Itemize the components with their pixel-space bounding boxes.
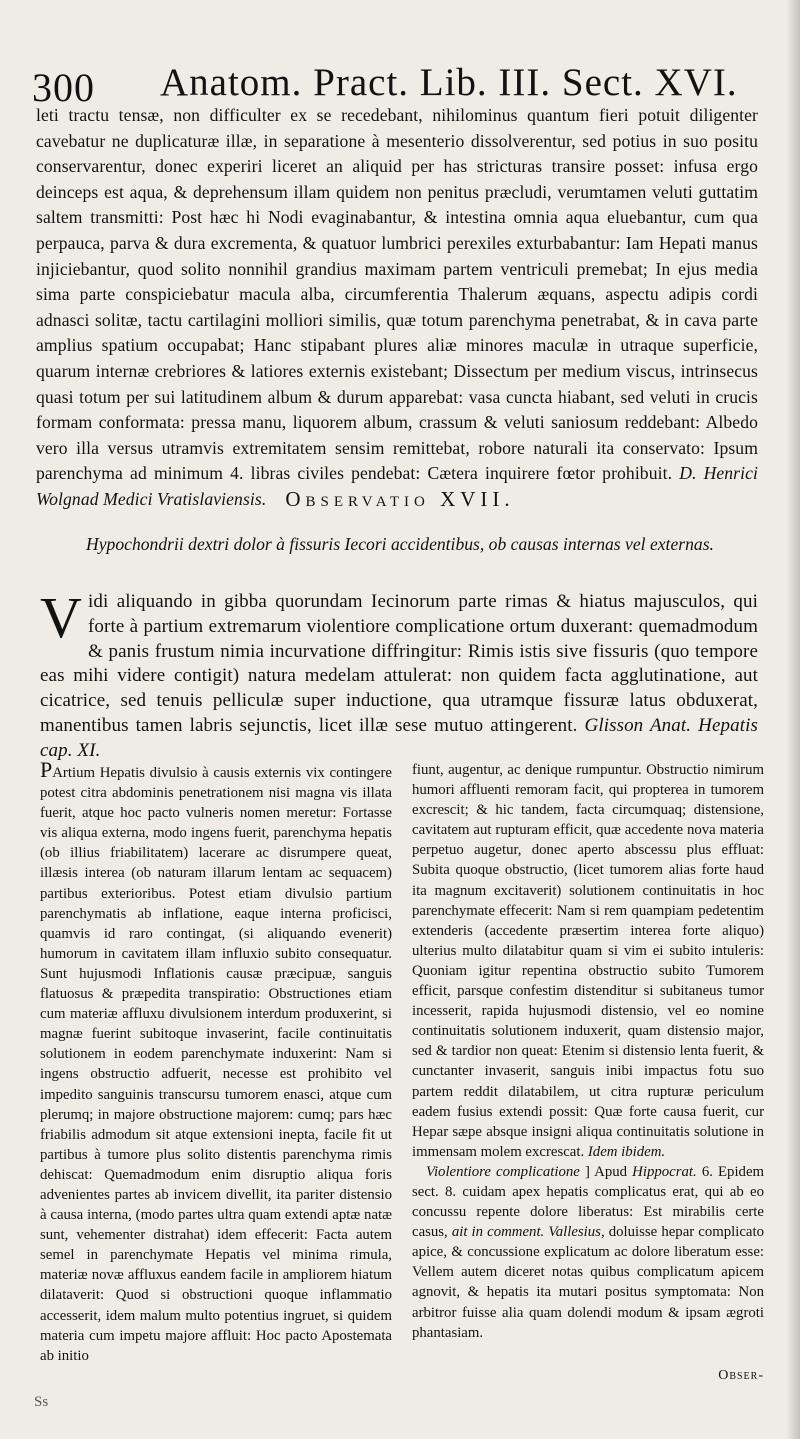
- signature-mark: Ss: [34, 1394, 49, 1410]
- continued-text-source: D. Henrici Wolgnad Medici Vratislaviensis.: [36, 463, 759, 509]
- observation-heading: Observatio XVII.: [285, 487, 515, 511]
- right-column: [412, 760, 764, 1343]
- annotation-lemma: Violentiore complicatione: [426, 1163, 580, 1180]
- intro-source: Glisson Anat. Hepatis cap. XI.: [40, 714, 758, 761]
- catchword: Obser-: [718, 1368, 764, 1383]
- continued-observation-text: [36, 103, 758, 513]
- right-column-text: fiunt, augentur, ac denique rumpuntur. Obstructio nimirum humori affluenti remoram facit, qui propterea in tumorem excrescit; & hic tandem, facta circumquaq; distensione, cavitatem aut rupturam efficit, quæ accedente nova materia perpetuo augetur, donec aperto abscessu plus effluat: Subita quoque obstructio, (licet tumorem alias forte haud ita magnum excitaverit) solutionem continuitatis in hoc parenchymate effecerit: Nam si rem quampiam pedetentim extenderis (accedente præsertim interea forte aliquo) ulterius multo dilatabitur quam si vim ei subito intuleris: Quoniam igitur repentina obstructio subito Tumorem efficit, parsque confestim distenditur si subitaneus tumor incesserit, rapida hujusmodi distensio, vel eo nomine continuitatis solutionem induxerit, quam distensio major, sed & tardior non queat: Etenim si distensio lenta fuerit, & cunctanter invaserit, sanguis inibi impactus fotu suo partem reddit dilatabilem, ut citra rupturæ periculum eadem fusius extendi possit: Quæ forte causa fuerit, cur Hepar sæpe absque insigni aliqua continuitatis solutione in immensam molem excrescat.: [412, 762, 764, 1160]
- right-column-paragraph-1: [412, 760, 764, 1162]
- page-header: [32, 56, 772, 108]
- left-column: [40, 757, 392, 1366]
- annotation-text-a: ] Apud: [584, 1163, 628, 1180]
- annotation-reference: Hippocrat.: [632, 1163, 697, 1180]
- running-head: Anatom. Pract. Lib. III. Sect. XVI.: [160, 61, 738, 104]
- intro-text: idi aliquando in gibba quorundam Iecinorum parte rimas & hiatus majusculos, qui forte à partium extremarum violentiore complicatione ortum duxerant: quemadmodum & panis frustum nimia incurvatione diffringitur: Rimis istis sive fissuris (quo tempore eas mihi videre contigit) natura medelam attulerat: non quidem facta agglutinatione, aut cicatrice, sed tenuis pelliculæ super inductione, qua utramque fissuræ latus obduxerat, manentibus tamen labris sejunctis, licet illæ sese mutuo attingerent.: [40, 591, 758, 736]
- annotation-text-c: doluisse hepar complicato apice, & concussione explicatum ac dolore liberatum esse: Vellem autem diceret notas quibus complicatum apicem agnovit, & hepatis ita mutari positus symptomata: Non arbitror fuisse alia quam dolendi modum & ipsam ægroti phantasiam.: [412, 1224, 765, 1341]
- annotation-citation: ait in comment. Vallesius,: [451, 1224, 605, 1241]
- page-edge-shadow: [786, 0, 800, 1439]
- continued-text-body: leti tractu tensæ, non difficulter ex se recedebant, nihilominus quantum fieri potuit diligenter cavebatur ne duplicaturæ illæ, in separatione à mesenterio dissolverentur, sed potius in suo positu conservarentur, donec experiri liceret an aliquid per has stricturas transire posset: infusa ergo deinceps est aqua, & deprehensum illam quidem non penitus præcludi, verumtamen veluti guttatim saltem transmitti: Post hæc hi Nodi evaginabantur, & intestina omnia aqua eluebantur, cum qua perpauca, parva & dura excrementa, & quatuor lumbrici perexiles exturbabantur: Iam Hepati manus injiciebantur, quod solito nonnihil grandius maximam partem ventriculi premebat; In ejus media sima parte conspiciebatur macula alba, circumferentia Thalerum æquans, aspectu adipis cordi adnasci solitæ, tactu cartilagini molliori similis, quæ totum parenchyma penetrabat, & in cava parte amplius spatium occupabat; Hanc stipabant plures aliæ minores maculæ in utraque superficie, quarum internæ crebriores & latiores externis existebant; Dissectum per medium viscus, intrinsecus quasi totum per sui latitudinem album & durum apparebat: vasa cuncta hiabant, sed veluti in crucis formam conformata: pressa manu, liquorem album, crassum & veluti saniosum reddebant: Albedo vero illa versus utramvis extremitatem sensim remittebat, robore naturali ita conservato: Ipsum parenchyma ad minimum 4. libras civiles pendebat: Cætera inquirere fœtor prohibuit.: [36, 105, 758, 484]
- observation-intro: [40, 585, 758, 764]
- observation-title: Hypochondrii dextri dolor à fissuris Iecori accidentibus, ob causas internas vel externas.: [86, 534, 714, 554]
- annotation-text-b: 6. Epidem sect. 8. cuidam apex hepatis complicatus erat, qui ab eo concussu repente dolore liberatus: Est mirabilis certe casus,: [412, 1163, 765, 1241]
- left-column-text: Artium Hepatis divulsio à causis externis vix contingere potest citra abdominis penetrationem nisi magna vis illata fuerit, atque hoc pacto vulneris nomen meretur: Fortasse vis aliqua externa, modo ingens fuerit, parenchyma hepatis (ob illius friabilitatem) lacerare ac disrumpere queat, illæsis interea (ob naturam illarum lentam ac sequacem) partibus exterioribus. Potest etiam divulsio partium parenchymatis ab inflatione, eaque interna proficisci, quamvis id raro contingat, (si aliquando evenerit) humorum in cavitatem illam influxio subito consequatur. Sunt hujusmodi Inflationis causæ præcipuæ, sanguis flatuosus & præpedita transpiratio: Obstructiones etiam cum materiæ affluxu divulsionem interdum produxerint, si magnæ fuerint subitoque invaserint, facile continuitatis solutionem in eodem parenchymate induxerint: Nam si ingens obstructio adfuerit, necesse est prohibito vel impedito sanguinis transcursu tumorem enasci, atque cum plerumq; in majore obstructione majorem: cumq; pars hæc friabilis admodum sit atque extensioni inepta, facile fit ut partibus à tumore plus solito distentis parenchyma rimis dehiscat: Quemadmodum enim disruptio aliqua foris advenientes partes ab invicem divellit, ita pariter distensio à causa interna, (modo partes ultra quam extendi aptæ natæ sunt, vehementer distrahat) idem effecerit: Facta autem semel in parenchymate Hepatis vel minima rimula, materiæ novæ affluxus eandem facile in ampliorem hiatum dilataverit: Quod si obstructioni quoque inflammatio accesserit, idem malum multo potentius ingruet, si quidem materia cum impetu majore affluit: Hoc pacto Apostemata ab initio: [40, 765, 392, 1364]
- left-column-drop-cap: P: [40, 757, 53, 782]
- page-number: 300: [32, 65, 95, 110]
- intro-drop-cap: V: [40, 585, 82, 650]
- right-column-paragraph-2: [412, 1162, 764, 1343]
- right-column-source: Idem ibidem.: [587, 1143, 666, 1160]
